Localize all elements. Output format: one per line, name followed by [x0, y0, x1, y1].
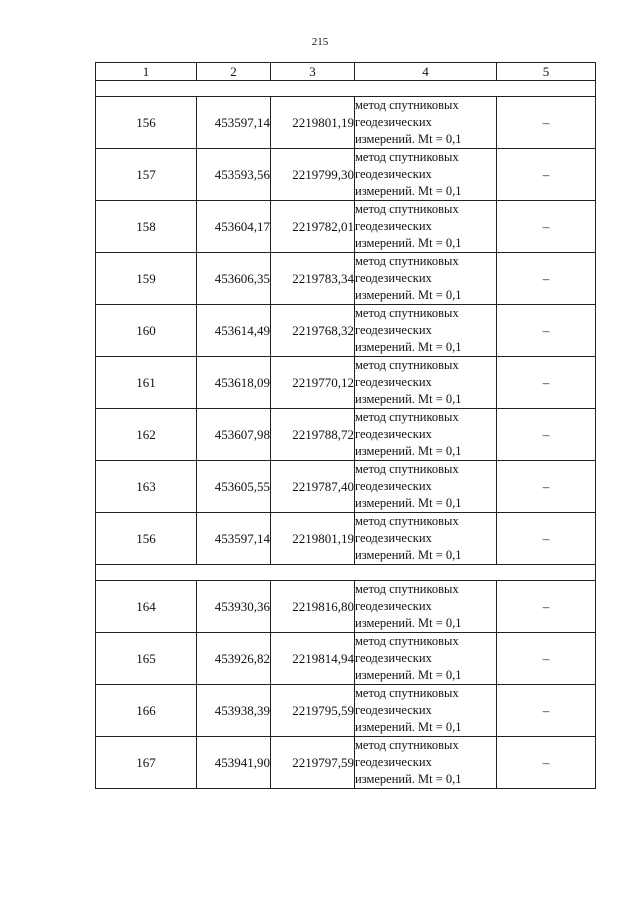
method-line: геодезических	[355, 219, 432, 233]
method-cell	[355, 633, 497, 685]
point-number-cell: 165	[96, 633, 197, 685]
note-cell: –	[497, 685, 596, 737]
method-line: метод спутниковых	[355, 202, 459, 216]
method-line: измерений. Mt = 0,1	[355, 548, 462, 562]
method-line: измерений. Mt = 0,1	[355, 184, 462, 198]
method-line: измерений. Mt = 0,1	[355, 132, 462, 146]
note-cell: –	[497, 305, 596, 357]
x-coordinate-cell: 453930,36	[197, 581, 271, 633]
x-coordinate-cell: 453604,17	[197, 201, 271, 253]
y-coordinate-cell: 2219801,19	[271, 97, 355, 149]
method-cell	[355, 149, 497, 201]
y-coordinate-cell: 2219788,72	[271, 409, 355, 461]
method-line: измерений. Mt = 0,1	[355, 720, 462, 734]
method-cell	[355, 305, 497, 357]
method-cell	[355, 201, 497, 253]
method-cell	[355, 253, 497, 305]
table-row	[96, 461, 596, 513]
point-number-cell: 161	[96, 357, 197, 409]
point-number-cell: 162	[96, 409, 197, 461]
method-line: измерений. Mt = 0,1	[355, 616, 462, 630]
method-line: измерений. Mt = 0,1	[355, 496, 462, 510]
method-line: измерений. Mt = 0,1	[355, 772, 462, 786]
table-row	[96, 409, 596, 461]
header-row	[96, 63, 596, 81]
note-cell: –	[497, 357, 596, 409]
x-coordinate-cell: 453593,56	[197, 149, 271, 201]
page-number: 215	[311, 36, 329, 48]
method-line: измерений. Mt = 0,1	[355, 392, 462, 406]
point-number-cell: 159	[96, 253, 197, 305]
point-number-cell: 158	[96, 201, 197, 253]
method-line: метод спутниковых	[355, 410, 459, 424]
table-row	[96, 513, 596, 565]
method-line: геодезических	[355, 651, 432, 665]
table-row	[96, 737, 596, 789]
group-separator-cell	[96, 81, 596, 97]
point-number-cell: 166	[96, 685, 197, 737]
method-line: измерений. Mt = 0,1	[355, 236, 462, 250]
method-line: метод спутниковых	[355, 150, 459, 164]
method-line: геодезических	[355, 167, 432, 181]
point-number-cell: 156	[96, 97, 197, 149]
y-coordinate-cell: 2219787,40	[271, 461, 355, 513]
method-line: метод спутниковых	[355, 514, 459, 528]
method-cell	[355, 409, 497, 461]
method-cell	[355, 357, 497, 409]
point-number-cell: 157	[96, 149, 197, 201]
y-coordinate-cell: 2219782,01	[271, 201, 355, 253]
note-cell: –	[497, 737, 596, 789]
y-coordinate-cell: 2219770,12	[271, 357, 355, 409]
note-cell: –	[497, 97, 596, 149]
method-line: геодезических	[355, 531, 432, 545]
note-cell: –	[497, 253, 596, 305]
method-line: измерений. Mt = 0,1	[355, 288, 462, 302]
table-row	[96, 149, 596, 201]
y-coordinate-cell: 2219799,30	[271, 149, 355, 201]
table-row	[96, 581, 596, 633]
method-line: метод спутниковых	[355, 462, 459, 476]
method-cell	[355, 685, 497, 737]
group-separator-cell	[96, 565, 596, 581]
x-coordinate-cell: 453597,14	[197, 97, 271, 149]
method-line: геодезических	[355, 755, 432, 769]
note-cell: –	[497, 149, 596, 201]
y-coordinate-cell: 2219816,80	[271, 581, 355, 633]
method-cell	[355, 97, 497, 149]
y-coordinate-cell: 2219795,59	[271, 685, 355, 737]
method-cell	[355, 461, 497, 513]
point-number-cell: 160	[96, 305, 197, 357]
method-line: геодезических	[355, 375, 432, 389]
method-line: измерений. Mt = 0,1	[355, 340, 462, 354]
column-header-1: 1	[96, 63, 197, 81]
y-coordinate-cell: 2219797,59	[271, 737, 355, 789]
method-line: измерений. Mt = 0,1	[355, 668, 462, 682]
table-row	[96, 97, 596, 149]
note-cell: –	[497, 201, 596, 253]
method-cell	[355, 737, 497, 789]
x-coordinate-cell: 453607,98	[197, 409, 271, 461]
method-cell	[355, 513, 497, 565]
x-coordinate-cell: 453606,35	[197, 253, 271, 305]
note-cell: –	[497, 581, 596, 633]
table-row	[96, 357, 596, 409]
x-coordinate-cell: 453597,14	[197, 513, 271, 565]
method-line: метод спутниковых	[355, 686, 459, 700]
method-cell	[355, 581, 497, 633]
table-row	[96, 305, 596, 357]
table-row	[96, 201, 596, 253]
group-separator-row	[96, 81, 596, 97]
column-header-2: 2	[197, 63, 271, 81]
column-header-5: 5	[497, 63, 596, 81]
method-line: геодезических	[355, 703, 432, 717]
method-line: измерений. Mt = 0,1	[355, 444, 462, 458]
note-cell: –	[497, 513, 596, 565]
note-cell: –	[497, 633, 596, 685]
method-line: геодезических	[355, 271, 432, 285]
y-coordinate-cell: 2219801,19	[271, 513, 355, 565]
method-line: геодезических	[355, 115, 432, 129]
method-line: метод спутниковых	[355, 634, 459, 648]
method-line: геодезических	[355, 479, 432, 493]
note-cell: –	[497, 409, 596, 461]
y-coordinate-cell: 2219768,32	[271, 305, 355, 357]
table-row	[96, 685, 596, 737]
y-coordinate-cell: 2219783,34	[271, 253, 355, 305]
coordinates-table	[95, 62, 596, 789]
method-line: метод спутниковых	[355, 358, 459, 372]
x-coordinate-cell: 453941,90	[197, 737, 271, 789]
x-coordinate-cell: 453618,09	[197, 357, 271, 409]
column-header-4: 4	[355, 63, 497, 81]
method-line: метод спутниковых	[355, 306, 459, 320]
x-coordinate-cell: 453614,49	[197, 305, 271, 357]
method-line: метод спутниковых	[355, 98, 459, 112]
method-line: геодезических	[355, 427, 432, 441]
point-number-cell: 156	[96, 513, 197, 565]
group-separator-row	[96, 565, 596, 581]
table-row	[96, 253, 596, 305]
point-number-cell: 164	[96, 581, 197, 633]
point-number-cell: 163	[96, 461, 197, 513]
table-body	[96, 81, 596, 789]
method-line: метод спутниковых	[355, 582, 459, 596]
note-cell: –	[497, 461, 596, 513]
column-header-3: 3	[271, 63, 355, 81]
method-line: метод спутниковых	[355, 738, 459, 752]
point-number-cell: 167	[96, 737, 197, 789]
method-line: метод спутниковых	[355, 254, 459, 268]
x-coordinate-cell: 453605,55	[197, 461, 271, 513]
y-coordinate-cell: 2219814,94	[271, 633, 355, 685]
x-coordinate-cell: 453938,39	[197, 685, 271, 737]
x-coordinate-cell: 453926,82	[197, 633, 271, 685]
table-row	[96, 633, 596, 685]
method-line: геодезических	[355, 323, 432, 337]
method-line: геодезических	[355, 599, 432, 613]
